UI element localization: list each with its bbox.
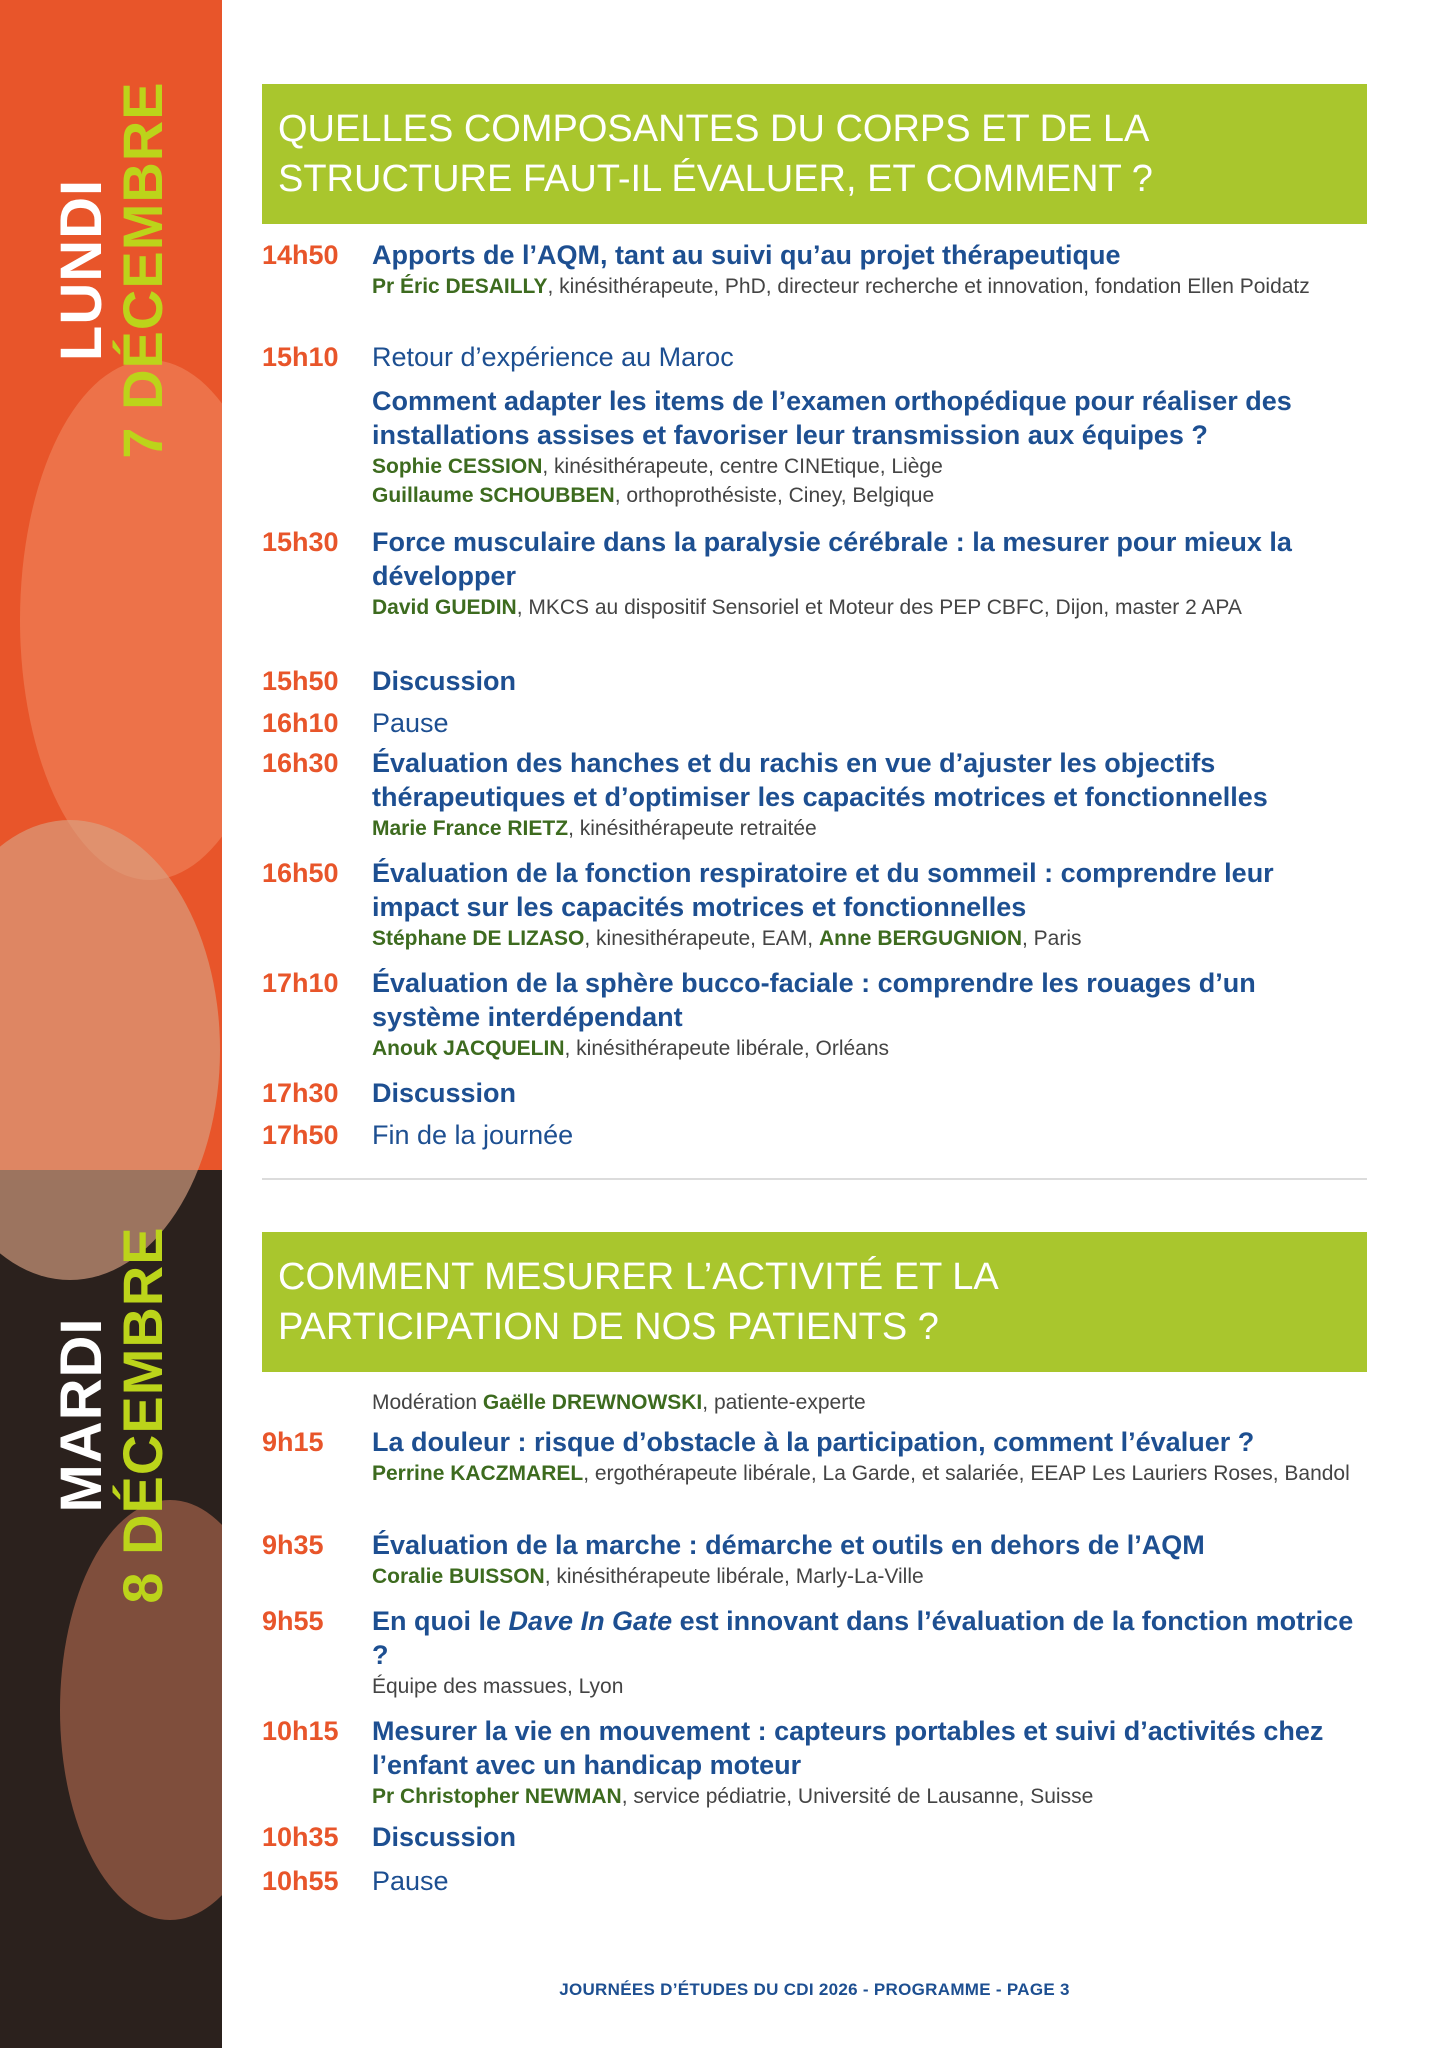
- day2-label: [12, 1205, 212, 1625]
- item-speaker: Pr Éric DESAILLY, kinésithérapeute, PhD, directeur recherche et innovation, fondation Ellen Poidatz: [372, 275, 1310, 298]
- day2-dow: MARDI: [49, 1317, 114, 1513]
- item-speaker: Équipe des massues, Lyon: [372, 1675, 624, 1698]
- page-footer: JOURNÉES D’ÉTUDES DU CDI 2026 - PROGRAMME - PAGE 3: [559, 1980, 1070, 1999]
- item-title: La douleur : risque d’obstacle à la participation, comment l’évaluer ?: [372, 1427, 1255, 1457]
- item-time: 16h10: [262, 708, 339, 738]
- item-time: 14h50: [262, 240, 339, 270]
- item-speaker: Pr Christopher NEWMAN, service pédiatrie, Université de Lausanne, Suisse: [372, 1785, 1094, 1808]
- item-title: Discussion: [372, 1822, 517, 1852]
- item-time: 9h35: [262, 1530, 324, 1560]
- item-time: 10h15: [262, 1716, 339, 1746]
- section1-header: [262, 84, 1367, 224]
- item-title: Pause: [372, 1866, 449, 1896]
- item-speaker: Perrine KACZMAREL, ergothérapeute libérale, La Garde, et salariée, EEAP Les Lauriers Roses, Bandol: [372, 1462, 1350, 1485]
- item-title: Apports de l’AQM, tant au suivi qu’au projet thérapeutique: [372, 240, 1121, 270]
- item-speaker: Guillaume SCHOUBBEN, orthoprothésiste, Ciney, Belgique: [372, 484, 935, 507]
- item-time: 9h55: [262, 1606, 324, 1636]
- section2-header: [262, 1232, 1367, 1372]
- section1-title-line2: STRUCTURE FAUT-IL ÉVALUER, ET COMMENT ?: [278, 158, 1153, 200]
- day1-dow: LUNDI: [49, 178, 114, 362]
- section1-title-line1: QUELLES COMPOSANTES DU CORPS ET DE LA: [278, 108, 1150, 150]
- item-time: 10h35: [262, 1822, 339, 1852]
- item-time: 16h30: [262, 748, 339, 778]
- item-time: 10h55: [262, 1866, 339, 1896]
- item-title: Comment adapter les items de l’examen orthopédique pour réaliser des installations assises et favoriser leur transmission aux équipes ?: [372, 386, 1292, 450]
- item-title: Discussion: [372, 666, 517, 696]
- item-speaker: Anouk JACQUELIN, kinésithérapeute libérale, Orléans: [372, 1037, 890, 1060]
- item-title: Évaluation des hanches et du rachis en vue d’ajuster les objectifs thérapeutiques et d’optimiser les capacités motrices et fonctionnelles: [372, 748, 1268, 812]
- item-title: Mesurer la vie en mouvement : capteurs portables et suivi d’activités chez l’enfant avec un handicap moteur: [372, 1716, 1324, 1780]
- item-title: En quoi le Dave In Gate est innovant dans l’évaluation de la fonction motrice ?: [372, 1606, 1354, 1670]
- item-title: Fin de la journée: [372, 1120, 574, 1150]
- item-speaker: Marie France RIETZ, kinésithérapeute retraitée: [372, 817, 817, 840]
- item-time: 17h30: [262, 1078, 339, 1108]
- item-title: Évaluation de la fonction respiratoire et du sommeil : comprendre leur impact sur les capacités motrices et fonctionnelles: [372, 858, 1274, 922]
- item-title: Retour d’expérience au Maroc: [372, 342, 734, 372]
- item-speaker: Coralie BUISSON, kinésithérapeute libérale, Marly-La-Ville: [372, 1565, 924, 1588]
- item-title: Pause: [372, 708, 449, 738]
- item-time: 15h10: [262, 342, 339, 372]
- item-time: 17h50: [262, 1120, 339, 1150]
- section2-title-line1: COMMENT MESURER L’ACTIVITÉ ET LA: [278, 1256, 999, 1298]
- day1-label: [12, 60, 212, 480]
- item-speaker: Stéphane DE LIZASO, kinesithérapeute, EAM, Anne BERGUGNION, Paris: [372, 927, 1082, 950]
- item-time: 16h50: [262, 858, 339, 888]
- day1-date: 7 DÉCEMBRE: [111, 81, 174, 459]
- day2-date: 8 DÉCEMBRE: [111, 1226, 174, 1604]
- section-divider: [262, 1178, 1367, 1180]
- item-title: Évaluation de la sphère bucco-faciale : comprendre les rouages d’un système interdépendant: [372, 968, 1256, 1032]
- sidebar-banner: [0, 0, 222, 2048]
- item-time: 17h10: [262, 968, 339, 998]
- item-speaker: David GUEDIN, MKCS au dispositif Sensoriel et Moteur des PEP CBFC, Dijon, master 2 APA: [372, 596, 1242, 619]
- item-title: Discussion: [372, 1078, 517, 1108]
- item-time: 15h50: [262, 666, 339, 696]
- section2-title-line2: PARTICIPATION DE NOS PATIENTS ?: [278, 1306, 939, 1348]
- item-title: Force musculaire dans la paralysie cérébrale : la mesurer pour mieux la développer: [372, 527, 1292, 591]
- item-time: 9h15: [262, 1427, 324, 1457]
- item-time: 15h30: [262, 527, 339, 557]
- item-speaker: Sophie CESSION, kinésithérapeute, centre CINEtique, Liège: [372, 455, 943, 478]
- item-title: Évaluation de la marche : démarche et outils en dehors de l’AQM: [372, 1530, 1205, 1560]
